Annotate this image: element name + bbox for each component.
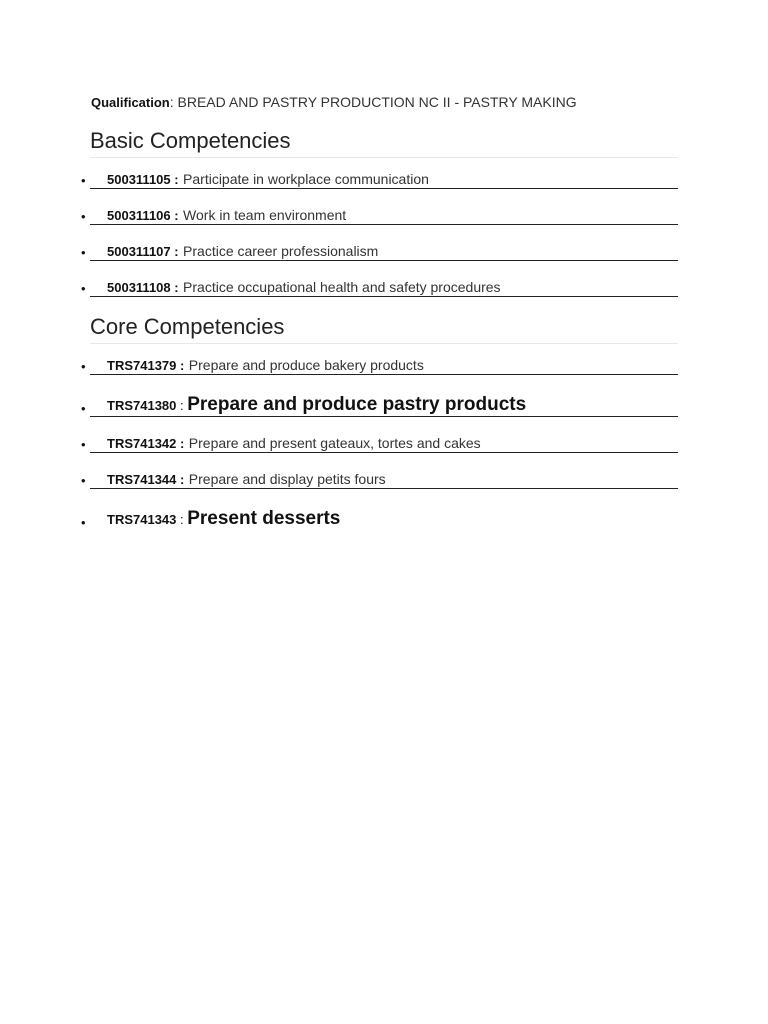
code-separator: : [176,398,188,413]
basic-competencies-heading: Basic Competencies [90,128,678,158]
core-competencies-heading: Core Competencies [90,314,678,344]
list-item [81,357,678,375]
bullet: • [81,281,86,296]
bullet: • [81,401,86,416]
competency-title: Present desserts [187,508,341,529]
bullet: • [81,437,86,452]
list-item [81,207,678,225]
competency-code: TRS741380 [107,398,177,413]
list-item [81,243,678,261]
competency-code: 500311108 : [107,280,179,295]
competency-code: 500311106 : [107,208,179,223]
competency-title: Practice career professionalism [183,243,379,259]
competency-code: TRS741343 [107,512,177,527]
bullet: • [81,245,86,260]
competency-title: Work in team environment [183,207,347,223]
competency-code: 500311107 : [107,244,179,259]
qualification-label: Qualification [91,95,170,110]
bullet: • [81,209,86,224]
bullet: • [81,473,86,488]
competency-title: Prepare and present gateaux, tortes and cakes [188,435,481,451]
code-separator: : [176,512,188,527]
competency-code: TRS741342 : [107,436,185,451]
qualification-value: BREAD AND PASTRY PRODUCTION NC II - PASTRY MAKING [177,94,577,110]
bullet: • [81,359,86,374]
list-item [81,279,678,297]
competency-title: Participate in workplace communication [183,171,429,187]
competency-title: Prepare and produce pastry products [187,394,527,415]
competency-code: TRS741379 : [107,358,185,373]
qualification-separator: : [169,94,178,110]
list-item [81,471,678,489]
competency-title: Prepare and produce bakery products [188,357,424,373]
competency-title: Prepare and display petits fours [188,471,386,487]
list-item [81,435,678,453]
bullet: • [81,515,86,530]
bullet: • [81,173,86,188]
list-item [81,508,678,530]
list-item [81,394,678,417]
qualification-line [91,93,577,112]
competency-title: Practice occupational health and safety procedures [183,279,501,295]
competency-code: TRS741344 : [107,472,185,487]
list-item [81,171,678,189]
competency-code: 500311105 : [107,172,179,187]
